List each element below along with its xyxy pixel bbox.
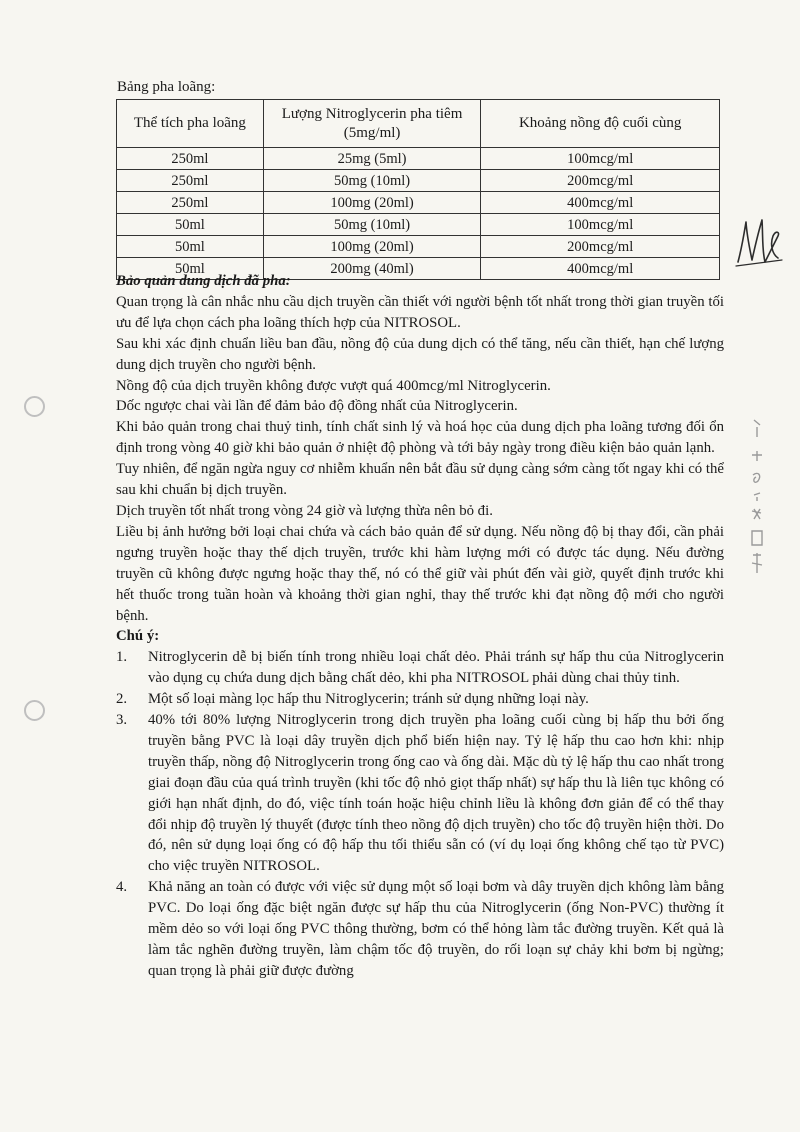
paragraph: Dốc ngược chai vài lần để đảm bảo độ đồng nhất của Nitroglycerin. <box>116 398 518 415</box>
table-cell: 400mcg/ml <box>481 192 720 214</box>
list-item <box>116 877 724 982</box>
table-cell: 50ml <box>117 236 264 258</box>
table-row <box>117 170 720 192</box>
column-header: Khoảng nồng độ cuối cùng <box>481 100 720 148</box>
list-number: 2. <box>116 691 128 708</box>
dilution-table <box>116 99 720 280</box>
table-cell: 50ml <box>117 214 264 236</box>
table-cell: 50ml <box>117 258 264 280</box>
table-cell: 100mg (20ml) <box>263 192 481 214</box>
table-cell: 50mg (10ml) <box>263 170 481 192</box>
initials-signature-icon <box>732 212 786 272</box>
table-row <box>117 236 720 258</box>
list-item-text: Khả năng an toàn có được với việc sử dụng một số loại bơm và dây truyền dịch không làm bằng PVC. Do loại ống đặc biệt ngăn được sự hấp thu của Nitroglycerin (ống Non-PVC) thường ít mềm dẻo so với loại ống PVC thông thường, bơm có thể hỏng làm tắc đường truyền. Kết quả là làm tắc nghẽn đường truyền, làm chậm tốc độ truyền, do rối loạn sự chảy khi bơm bị ngừng; quan trọng là phải giữ được đường <box>148 879 724 979</box>
binder-hole-icon <box>24 396 45 417</box>
section-heading-notes: Chú ý: <box>116 628 160 645</box>
section-heading-storage: Bảo quản dung dịch đã pha: <box>116 273 291 289</box>
list-item-text: Nitroglycerin dễ bị biến tính trong nhiều loại chất dẻo. Phải tránh sự hấp thu của Nitroglycerin vào dụng cụ chứa dung dịch bằng chất dẻo, khi pha NITROSOL phải dùng chai thủy tinh. <box>148 649 724 687</box>
list-item <box>116 710 724 877</box>
list-number: 3. <box>116 712 128 729</box>
paragraph: Sau khi xác định chuẩn liều ban đầu, nồng độ của dung dịch có thể tăng, nếu cần thiết, hạn chế lượng dung dịch truyền cho người bệnh. <box>116 335 724 373</box>
table-cell: 50mg (10ml) <box>263 214 481 236</box>
table-cell: 250ml <box>117 170 264 192</box>
column-header: Lượng Nitroglycerin pha tiêm (5mg/ml) <box>263 100 481 148</box>
paragraph: Nồng độ của dịch truyền không được vượt quá 400mcg/ml Nitroglycerin. <box>116 377 551 394</box>
paragraph: Khi bảo quản trong chai thuỷ tinh, tính chất sinh lý và hoá học của dung dịch pha loãng tương đối ổn định trong vòng 40 giờ khi bảo quản ở nhiệt độ phòng và tới bảy ngày trong điều kiện bảo quản lạnh. <box>116 419 724 457</box>
faded-stamp-icon <box>742 415 772 575</box>
table-cell: 100mcg/ml <box>481 214 720 236</box>
paragraph: Tuy nhiên, để ngăn ngừa nguy cơ nhiễm khuẩn nên bắt đầu sử dụng càng sớm càng tốt ngay khi có thể sau khi chuẩn bị dịch truyền. <box>116 461 724 499</box>
list-item <box>116 689 724 710</box>
table-caption: Bảng pha loãng: <box>117 79 216 95</box>
body-text <box>116 271 724 982</box>
table-cell: 250ml <box>117 148 264 170</box>
list-item-text: 40% tới 80% lượng Nitroglycerin trong dịch truyền pha loãng cuối cùng bị hấp thu bởi ống truyền bằng PVC là loại dây truyền dịch phổ biến hiện nay. Tỷ lệ hấp thu cao hơn khi: nhịp truyền thấp, nồng độ Nitroglycerin trong ống cao và ống dài. Mặc dù tỷ lệ hấp thu cao nhất trong giai đoạn đầu của quá trình truyền (khi tốc độ nhỏ giọt thấp nhất) sự hấp thu là liên tục không có giới hạn nhất định, do đó, việc tính toán hoặc hiệu chỉnh liều là không đơn giản để có thể thay đổi nhịp độ truyền lý thuyết (được tính theo nồng độ dịch truyền) cho tốc độ truyền hiện thời. Do đó, nên sử dụng loại ống có độ hấp thu tối thiểu sẵn có (ví dụ loại ống không chế tạo từ PVC) cho việc truyền NITROSOL. <box>148 712 724 875</box>
paragraph: Liều bị ảnh hưởng bởi loại chai chứa và cách bảo quản để sử dụng. Nếu nồng độ bị thay đổi, cần phải ngưng truyền hoặc thay thế dịch truyền, trước khi hàm lượng mới có được tác dụng. Nếu đường truyền cũ không được ngưng hoặc thay thế, nó có thể giữ vài phút đến vài giờ, quyết định trước khi hết thuốc trong tuần hoàn và khoảng thời gian nghỉ, thay thế trước khi đạt nồng độ mới cho người bệnh. <box>116 523 724 624</box>
table-row <box>117 148 720 170</box>
table-cell: 200mcg/ml <box>481 170 720 192</box>
list-item <box>116 647 724 689</box>
list-number: 4. <box>116 879 128 896</box>
column-header: Thể tích pha loãng <box>117 100 264 148</box>
table-cell: 100mg (20ml) <box>263 236 481 258</box>
notes-list <box>116 647 724 982</box>
table-cell: 200mg (40ml) <box>263 258 481 280</box>
list-number: 1. <box>116 649 128 666</box>
table-cell: 250ml <box>117 192 264 214</box>
paragraph: Quan trọng là cân nhắc nhu cầu dịch truyền cần thiết với người bệnh tốt nhất trong thời gian truyền tối ưu để lựa chọn cách pha loãng thích hợp của NITROSOL. <box>116 293 724 331</box>
table-header-row <box>117 100 720 148</box>
paragraph: Dịch truyền tốt nhất trong vòng 24 giờ và lượng thừa nên bỏ đi. <box>116 502 493 519</box>
table-cell: 200mcg/ml <box>481 236 720 258</box>
table-cell: 25mg (5ml) <box>263 148 481 170</box>
binder-hole-icon <box>24 700 45 721</box>
table-cell: 100mcg/ml <box>481 148 720 170</box>
table-row <box>117 192 720 214</box>
table-cell: 400mcg/ml <box>481 258 720 280</box>
list-item-text: Một số loại màng lọc hấp thu Nitroglycerin; tránh sử dụng những loại này. <box>148 691 589 708</box>
table-row <box>117 214 720 236</box>
